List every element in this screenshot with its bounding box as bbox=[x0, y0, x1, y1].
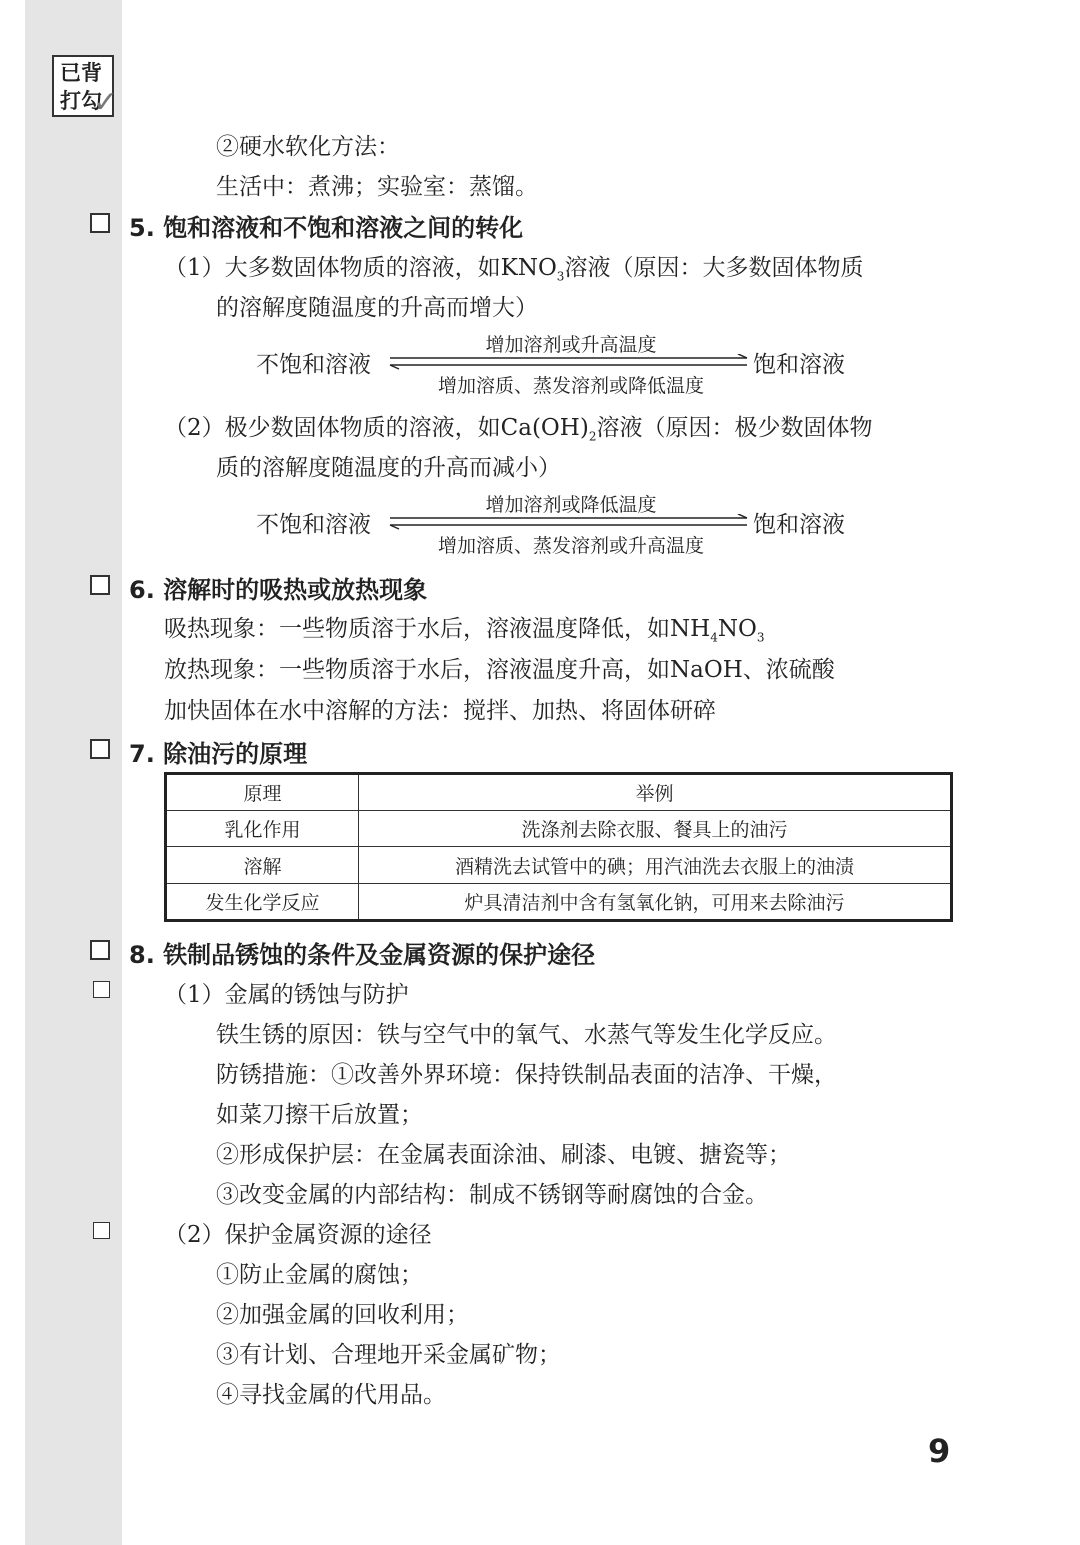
s8-sub1-heading: （1）金属的锈蚀与防护 bbox=[164, 982, 409, 1008]
s6-dissolve-faster-line: 加快固体在水中溶解的方法：搅拌、加热、将固体研碎 bbox=[164, 698, 716, 724]
table-header-cell: 举例 bbox=[359, 774, 952, 811]
s8-rust-prevent-line4: ③改变金属的内部结构：制成不锈钢等耐腐蚀的合金。 bbox=[216, 1182, 768, 1208]
section7-checkbox[interactable] bbox=[90, 739, 110, 759]
reversible-arrow-icon bbox=[386, 354, 751, 370]
stamp-line1: 已背 bbox=[60, 61, 102, 85]
table-header-cell: 原理 bbox=[166, 774, 359, 811]
s8-rust-prevent-line2: 如菜刀擦干后放置； bbox=[216, 1102, 423, 1128]
section8-checkbox[interactable] bbox=[90, 940, 110, 960]
s5-para1-line1: （1）大多数固体物质的溶液，如$KNO_3$溶液（原因：大多数固体物质 bbox=[164, 255, 864, 284]
table-row bbox=[166, 847, 952, 883]
section8-title: 8. 铁制品锈蚀的条件及金属资源的保护途径 bbox=[129, 941, 596, 969]
s6-exothermic-line: 放热现象：一些物质溶于水后，溶液温度升高，如NaOH、浓硫酸 bbox=[164, 657, 835, 683]
eq1-top-condition: 增加溶剂或升高温度 bbox=[485, 334, 657, 356]
s5-para1-line2: 的溶解度随温度的升高而增大） bbox=[216, 295, 538, 321]
table-header-row bbox=[166, 774, 952, 811]
s8-rust-cause-line: 铁生锈的原因：铁与空气中的氧气、水蒸气等发生化学反应。 bbox=[216, 1022, 837, 1048]
s5-para2-line1: （2）极少数固体物质的溶液，如$Ca(OH)_2$溶液（原因：极少数固体物 bbox=[164, 415, 873, 444]
softening-detail-line: 生活中：煮沸；实验室：蒸馏。 bbox=[216, 174, 538, 200]
reversible-arrow-icon bbox=[386, 514, 751, 530]
eq2-left: 不饱和溶液 bbox=[256, 512, 371, 538]
s8-protect-item1: ①防止金属的腐蚀； bbox=[216, 1262, 423, 1288]
s8-protect-item2: ②加强金属的回收利用； bbox=[216, 1302, 469, 1328]
table-cell: 乳化作用 bbox=[166, 811, 359, 847]
s8-sub1-checkbox[interactable] bbox=[93, 981, 110, 998]
section7-title: 7. 除油污的原理 bbox=[129, 740, 308, 768]
checkmark-icon: ✓ bbox=[92, 85, 118, 120]
s8-rust-prevent-line3: ②形成保护层：在金属表面涂油、刷漆、电镀、搪瓷等； bbox=[216, 1142, 791, 1168]
s8-protect-item3: ③有计划、合理地开采金属矿物； bbox=[216, 1342, 561, 1368]
table-row bbox=[166, 811, 952, 847]
section6-title: 6. 溶解时的吸热或放热现象 bbox=[129, 576, 428, 604]
table-cell: 炉具清洁剂中含有氢氧化钠，可用来去除油污 bbox=[359, 883, 952, 920]
s6-endothermic-line: 吸热现象：一些物质溶于水后，溶液温度降低，如$NH_4NO_3$ bbox=[164, 616, 765, 645]
softening-method-line: ②硬水软化方法： bbox=[216, 134, 400, 160]
section6-checkbox[interactable] bbox=[90, 575, 110, 595]
eq1-bottom-condition: 增加溶质、蒸发溶剂或降低温度 bbox=[437, 375, 704, 397]
degreasing-table bbox=[164, 772, 953, 922]
section5-title: 5. 饱和溶液和不饱和溶液之间的转化 bbox=[129, 214, 524, 242]
eq2-right: 饱和溶液 bbox=[753, 512, 845, 538]
s8-sub2-heading: （2）保护金属资源的途径 bbox=[164, 1222, 432, 1248]
s8-protect-item4: ④寻找金属的代用品。 bbox=[216, 1382, 446, 1408]
eq2-top-condition: 增加溶剂或降低温度 bbox=[485, 494, 657, 516]
table-cell: 溶解 bbox=[166, 847, 359, 883]
stamp-line2: 打勾 bbox=[60, 89, 102, 113]
s8-rust-prevent-line1: 防锈措施：①改善外界环境：保持铁制品表面的洁净、干燥， bbox=[216, 1062, 837, 1088]
s5-para2-line2: 质的溶解度随温度的升高而减小） bbox=[216, 455, 561, 481]
conversion-equation-2 bbox=[256, 490, 876, 560]
memorized-checkmark-stamp bbox=[52, 55, 118, 120]
s8-sub2-checkbox[interactable] bbox=[93, 1222, 110, 1239]
table-cell: 酒精洗去试管中的碘；用汽油洗去衣服上的油渍 bbox=[359, 847, 952, 883]
table-cell: 发生化学反应 bbox=[166, 883, 359, 920]
table-cell: 洗涤剂去除衣服、餐具上的油污 bbox=[359, 811, 952, 847]
table-row bbox=[166, 883, 952, 920]
section5-checkbox[interactable] bbox=[90, 213, 110, 233]
conversion-equation-1 bbox=[256, 330, 876, 400]
page-number: 9 bbox=[928, 1432, 951, 1470]
eq1-left: 不饱和溶液 bbox=[256, 352, 371, 378]
eq1-right: 饱和溶液 bbox=[753, 352, 845, 378]
eq2-bottom-condition: 增加溶质、蒸发溶剂或升高温度 bbox=[437, 535, 704, 557]
